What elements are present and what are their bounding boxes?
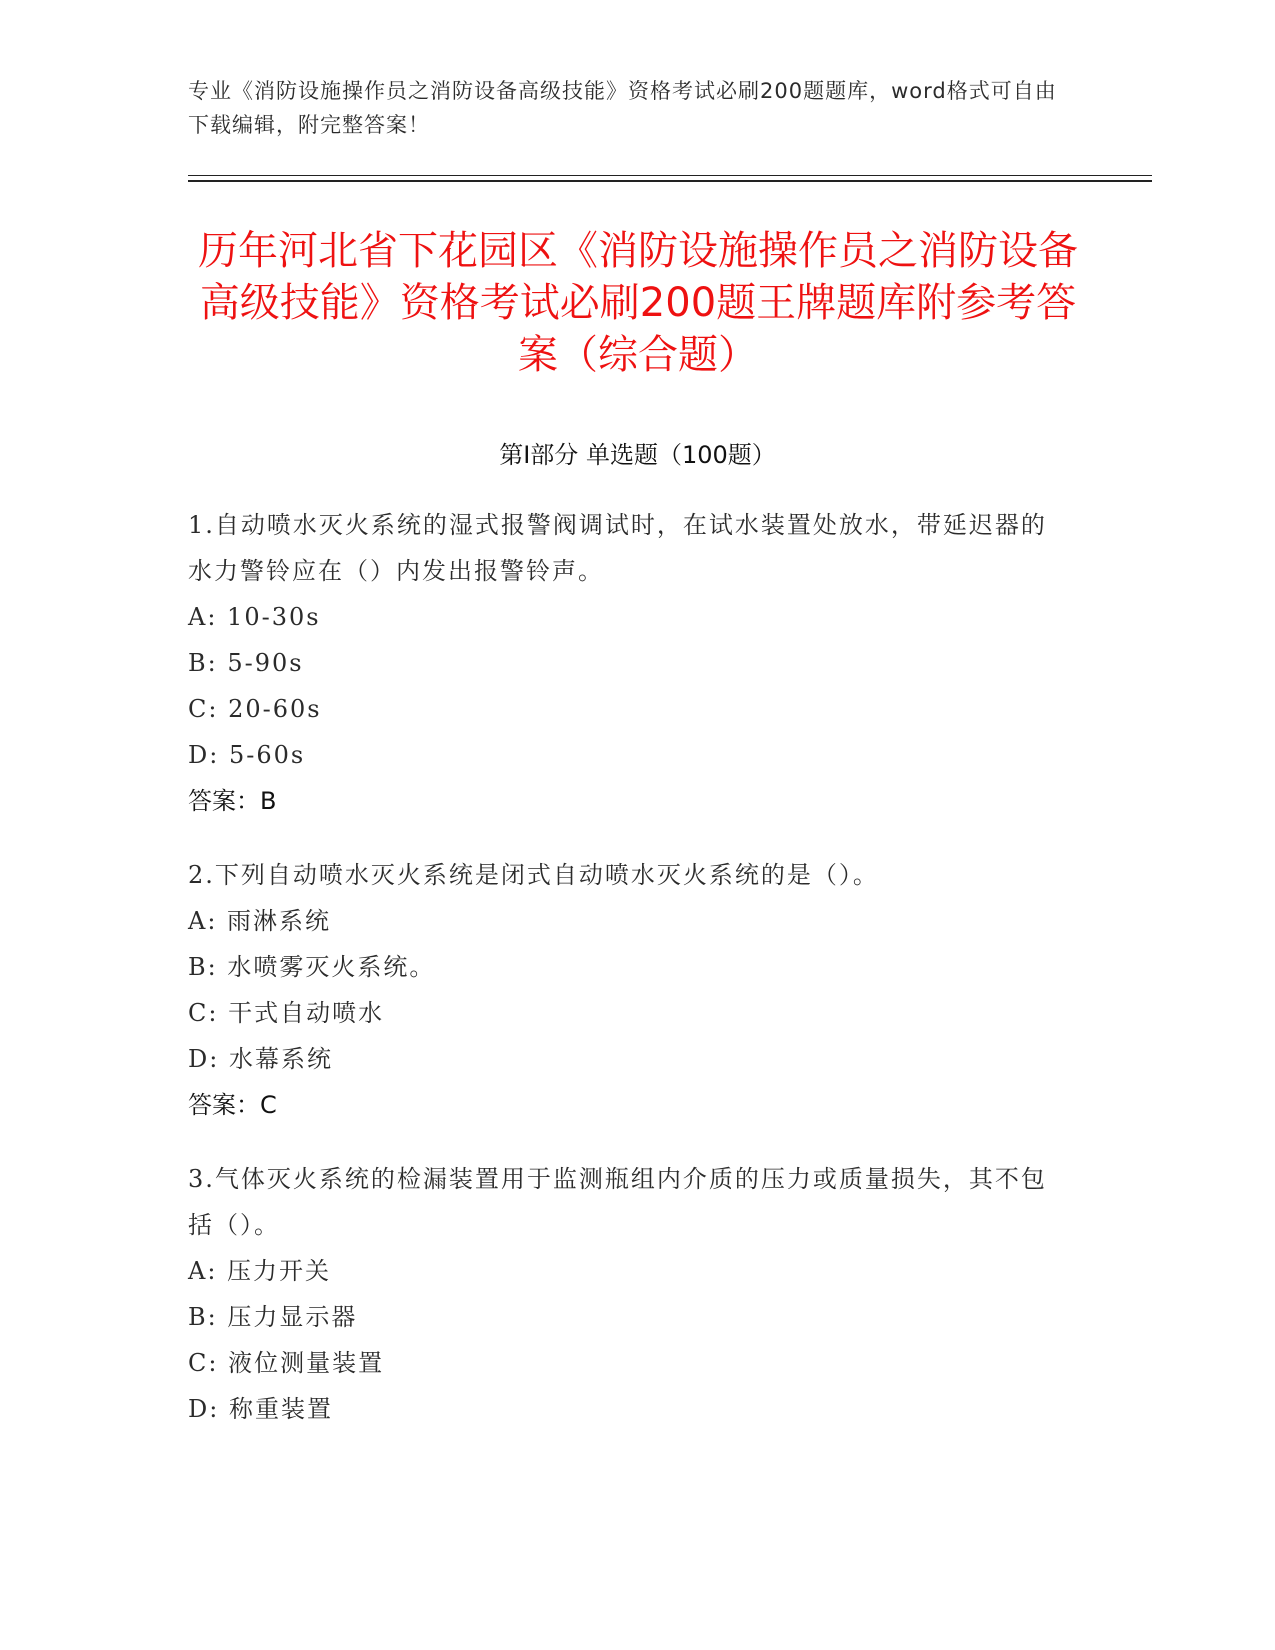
- option-c: C: 液位测量装置: [188, 1349, 385, 1377]
- section-heading: 第I部分 单选题（100题）: [499, 441, 776, 469]
- option-d: D: 水幕系统: [188, 1045, 333, 1073]
- option-d: D: 称重装置: [188, 1395, 333, 1423]
- intro-text: 专业《消防设施操作员之消防设备高级技能》资格考试必刷200题题库，word格式可自由下载编辑，附完整答案！: [188, 79, 1057, 137]
- option-b: B: 5-90s: [188, 649, 304, 677]
- option-a: A: 雨淋系统: [188, 907, 332, 935]
- question-1: [188, 502, 1068, 824]
- option-b: B: 压力显示器: [188, 1303, 358, 1331]
- option-d: D: 5-60s: [188, 741, 306, 769]
- option-a: A: 压力开关: [188, 1257, 332, 1285]
- header-divider-thick: [188, 180, 1152, 182]
- question-3: [188, 1156, 1068, 1432]
- question-stem: 2.下列自动喷水灭火系统是闭式自动喷水灭火系统的是（）。: [188, 861, 879, 889]
- question-stem: 3.气体灭火系统的检漏装置用于监测瓶组内介质的压力或质量损失，其不包括（）。: [188, 1165, 1047, 1239]
- option-a: A: 10-30s: [188, 603, 321, 631]
- document-title: 历年河北省下花园区《消防设施操作员之消防设备高级技能》资格考试必刷200题王牌题库附参考答案（综合题）: [198, 228, 1078, 378]
- answer-text: 答案：C: [188, 1091, 277, 1119]
- option-b: B: 水喷雾灭火系统。: [188, 953, 436, 981]
- answer-text: 答案：B: [188, 787, 277, 815]
- question-2: [188, 852, 1068, 1128]
- header-divider-thin: [188, 175, 1152, 176]
- question-stem: 1.自动喷水灭火系统的湿式报警阀调试时，在试水装置处放水，带延迟器的水力警铃应在（）内发出报警铃声。: [188, 511, 1047, 585]
- option-c: C: 干式自动喷水: [188, 999, 385, 1027]
- option-c: C: 20-60s: [188, 695, 322, 723]
